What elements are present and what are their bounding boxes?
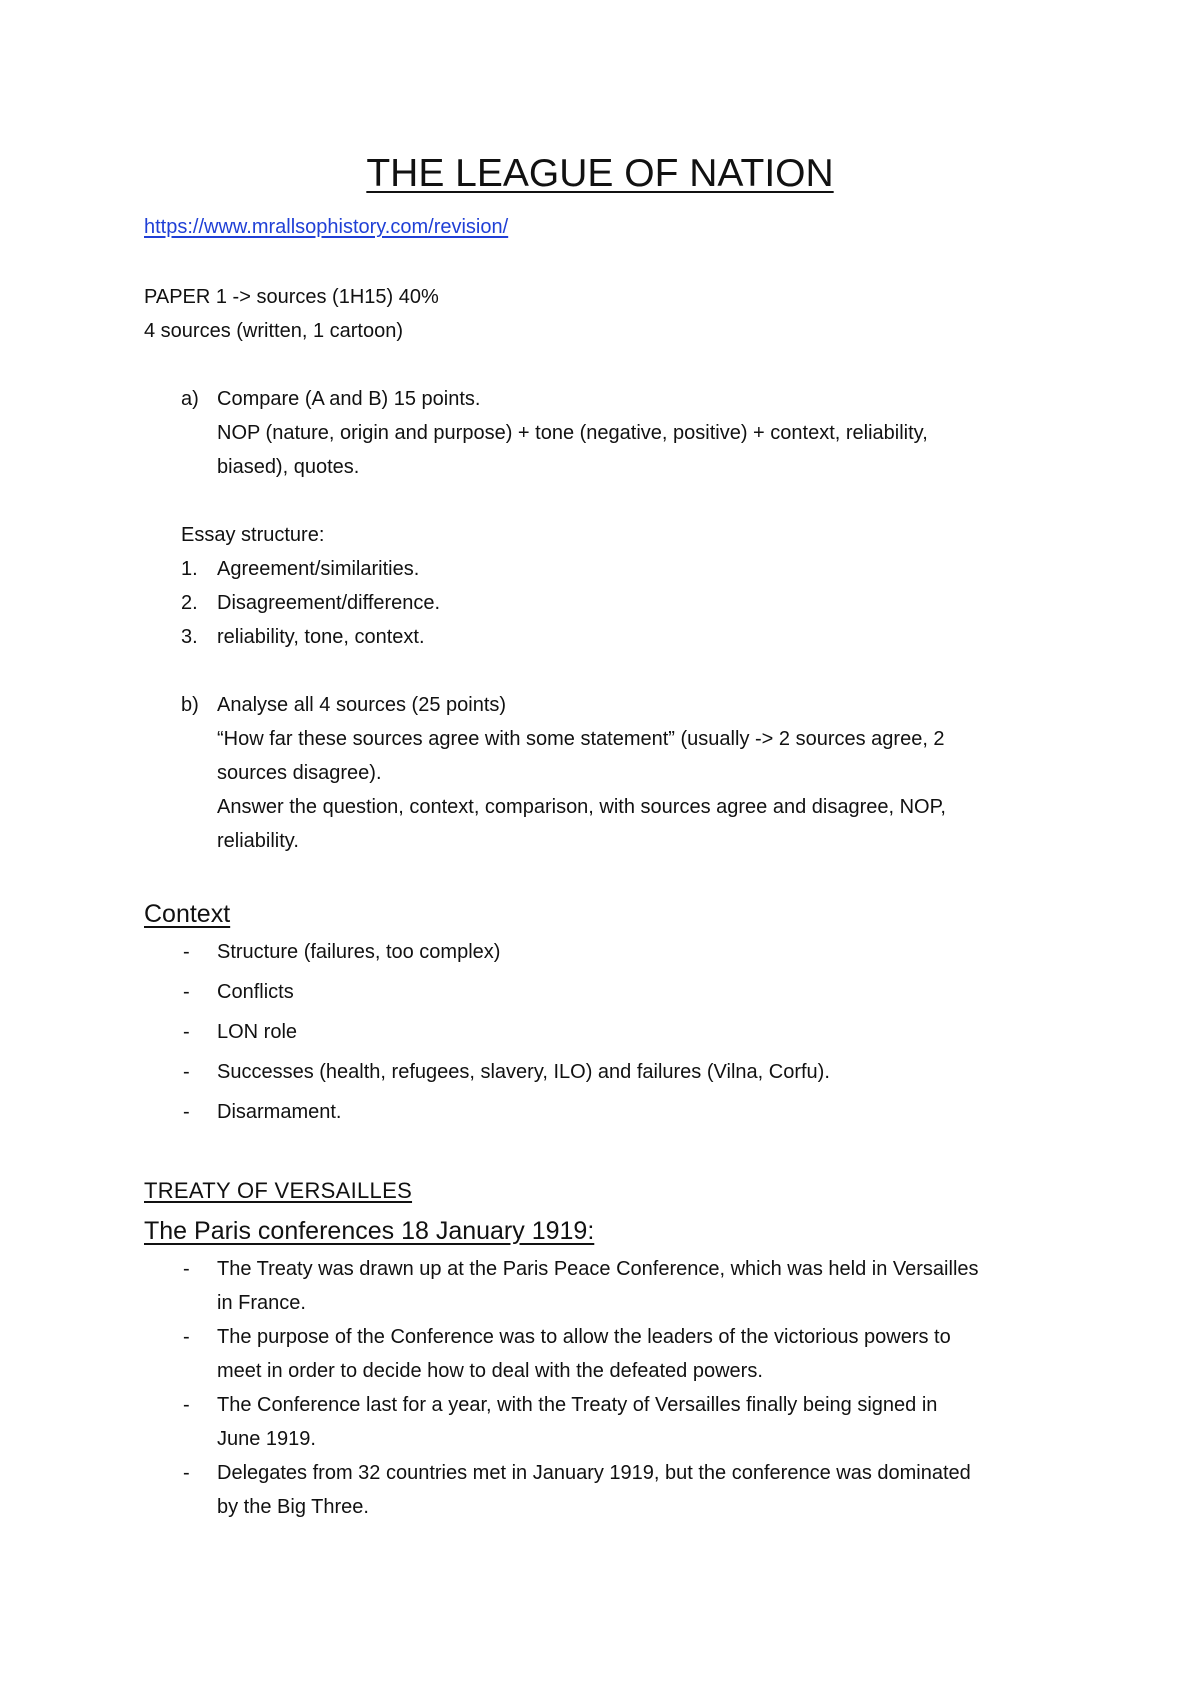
part-b-line-1: Analyse all 4 sources (25 points)	[217, 694, 507, 716]
context-heading: Context	[144, 900, 231, 928]
page-title: THE LEAGUE OF NATION	[366, 152, 834, 195]
part-b-line-5: reliability.	[217, 830, 299, 852]
treaty-item-line: Delegates from 32 countries met in January 1919, but the conference was dominated	[217, 1462, 971, 1484]
treaty-dash: -	[183, 1326, 190, 1348]
essay-item-marker: 3.	[181, 626, 198, 648]
essay-item: Disagreement/difference.	[217, 592, 441, 614]
context-dash: -	[183, 1021, 190, 1043]
context-dash: -	[183, 1101, 190, 1123]
treaty-item-line: by the Big Three.	[217, 1496, 369, 1518]
paris-conference-heading: The Paris conferences 18 January 1919:	[144, 1217, 595, 1245]
part-b-line-2: “How far these sources agree with some statement” (usually -> 2 sources agree, 2	[217, 728, 945, 750]
part-a-line-1: Compare (A and B) 15 points.	[217, 388, 481, 410]
treaty-dash: -	[183, 1462, 190, 1484]
treaty-dash: -	[183, 1258, 190, 1280]
essay-item: reliability, tone, context.	[217, 626, 425, 648]
part-b-line-3: sources disagree).	[217, 762, 382, 784]
paper-line-1: PAPER 1 -> sources (1H15) 40%	[144, 286, 439, 308]
context-item: LON role	[217, 1021, 298, 1043]
treaty-item-line: The purpose of the Conference was to allow the leaders of the victorious powers to	[217, 1326, 951, 1348]
treaty-item-line: June 1919.	[217, 1428, 316, 1450]
context-item: Successes (health, refugees, slavery, ILO) and failures (Vilna, Corfu).	[217, 1061, 830, 1083]
context-item: Conflicts	[217, 981, 294, 1003]
context-item: Structure (failures, too complex)	[217, 941, 501, 963]
paper-line-2: 4 sources (written, 1 cartoon)	[144, 320, 403, 342]
treaty-item-line: meet in order to decide how to deal with the defeated powers.	[217, 1360, 763, 1382]
essay-heading: Essay structure:	[181, 524, 325, 546]
context-dash: -	[183, 981, 190, 1003]
part-b-marker: b)	[181, 694, 199, 716]
part-a-line-3: biased), quotes.	[217, 456, 360, 478]
treaty-item-line: The Treaty was drawn up at the Paris Peace Conference, which was held in Versailles	[217, 1258, 979, 1280]
part-a-marker: a)	[181, 388, 199, 410]
context-dash: -	[183, 941, 190, 963]
treaty-item-line: in France.	[217, 1292, 306, 1314]
treaty-heading: TREATY OF VERSAILLES	[144, 1178, 413, 1203]
revision-link[interactable]: https://www.mrallsophistory.com/revision/	[144, 216, 509, 238]
essay-item-marker: 2.	[181, 592, 198, 614]
part-b-line-4: Answer the question, context, comparison, with sources agree and disagree, NOP,	[217, 796, 946, 818]
context-dash: -	[183, 1061, 190, 1083]
part-a-line-2: NOP (nature, origin and purpose) + tone (negative, positive) + context, reliability,	[217, 422, 928, 444]
treaty-item-line: The Conference last for a year, with the Treaty of Versailles finally being signed in	[217, 1394, 938, 1416]
essay-item: Agreement/similarities.	[217, 558, 420, 580]
context-item: Disarmament.	[217, 1101, 342, 1123]
essay-item-marker: 1.	[181, 558, 198, 580]
treaty-dash: -	[183, 1394, 190, 1416]
